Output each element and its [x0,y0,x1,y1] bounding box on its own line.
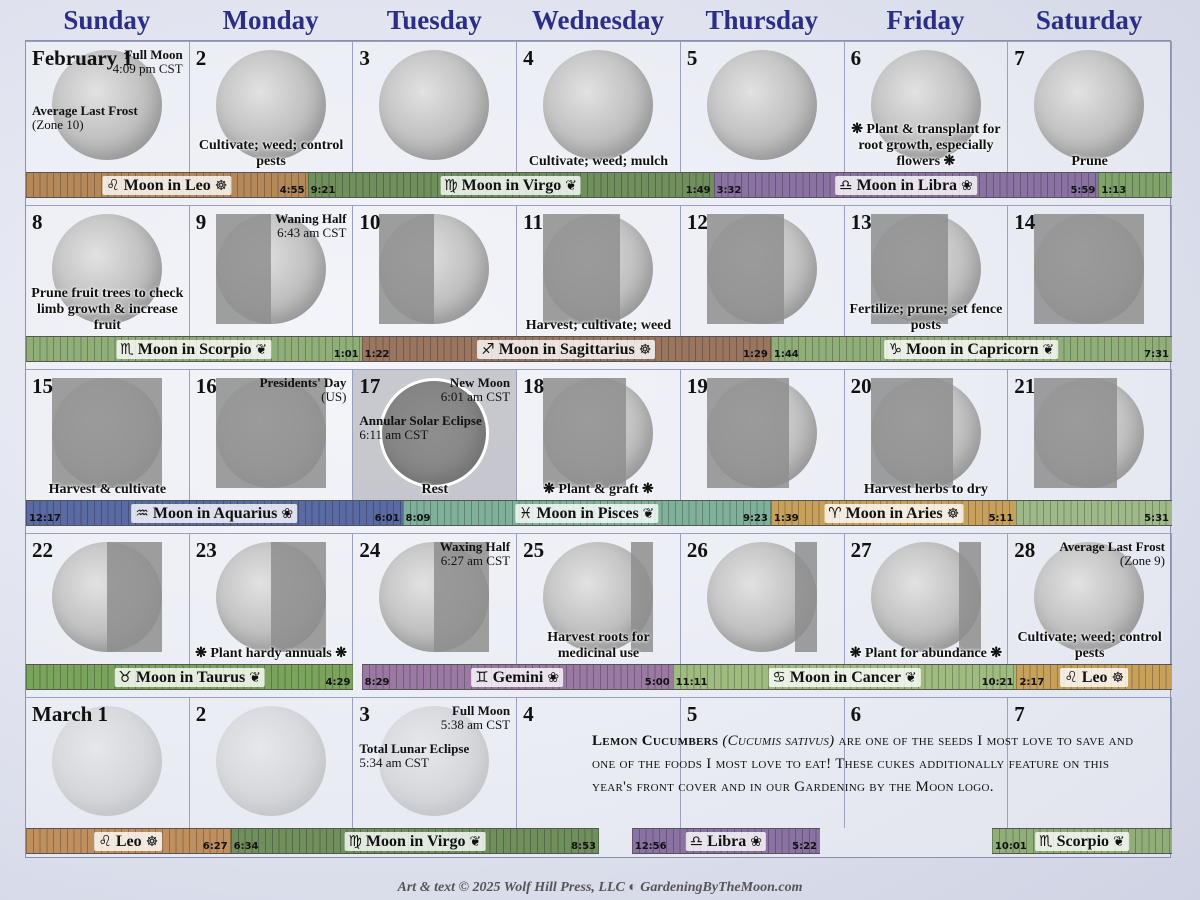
sign-name: Leo [1081,669,1108,686]
day-number: 5 [686,46,698,70]
moon-sign-label [1035,832,1129,851]
band-end-time: 5:11 [988,513,1014,524]
side-note-detail: 6:11 am CST [359,427,429,442]
moon-sign-band [362,664,673,690]
day-number: March 1 [32,702,109,726]
element-icon: ❦ [642,506,655,522]
day-number: 2 [195,46,207,70]
band-end-time: 10:21 [981,677,1014,688]
weekday-thursday: Thursday [705,5,819,35]
event-time: 5:38 am CST [440,717,511,732]
garden-advice: ❋ Plant & transplant for root growth, especially flowers ❋ [851,122,1001,169]
zodiac-icon: ♋ [772,668,786,686]
moon-sign-band [308,172,714,198]
zodiac-icon: ♏ [120,340,134,358]
band-start-time: 11:11 [675,677,708,688]
day-number: 3 [359,46,370,70]
day-number: 7 [1014,702,1025,726]
day-cell [845,205,1009,336]
weekday-friday: Friday [886,5,965,35]
band-end-time: 5:31 [1144,513,1169,524]
day-number: 4 [523,46,534,70]
day-cell [26,205,190,336]
moon-sign-band [992,828,1172,854]
element-icon: ❦ [904,670,917,686]
event-name: Full Moon [451,703,511,718]
info-title: Lemon Cucumbers [592,733,719,749]
weekday-wednesday: Wednesday [531,5,665,35]
event-name: Average Last Frost [1059,539,1165,554]
moon-sign-label [515,504,658,523]
day-cell [681,41,845,172]
day-cell [190,533,354,664]
sign-name: Moon in Scorpio [137,341,252,358]
band-start-time: 1:22 [364,349,390,360]
moon-sign-band [26,336,362,362]
day-cell [681,205,845,336]
day-number: 20 [850,374,872,398]
day-cell [517,41,681,172]
band-end-time: 5:59 [1070,185,1096,196]
moon-phase-icon [379,50,489,160]
day-number: 9 [195,210,207,234]
day-number: 3 [359,702,370,726]
moon-phase-icon [707,542,817,652]
day-cell [190,697,354,828]
garden-advice: Rest [421,482,448,497]
moon-phase-icon [379,214,489,324]
garden-advice: ❋ Plant hardy annuals ❋ [195,646,347,661]
moon-sign-band [1098,172,1172,198]
side-note-detail: 5:34 am CST [359,755,429,770]
band-end-time: 5:22 [792,841,817,852]
day-number: 24 [359,538,381,562]
event-time: 6:27 am CST [440,553,511,568]
band-end-time: 4:55 [279,185,305,196]
moon-sign-label [440,176,581,195]
day-number: 27 [850,538,872,562]
moon-phase-icon [543,50,653,160]
element-icon: ☸ [1111,670,1125,686]
element-icon: ❀ [281,506,294,522]
day-cell [353,41,517,172]
event-name: New Moon [449,375,511,390]
moon-phase-icon [216,706,326,816]
sign-name: Moon in Sagittarius [498,341,635,358]
weekday-tuesday: Tuesday [386,5,482,35]
zodiac-icon: ♈ [828,504,842,522]
day-cell [1008,533,1172,664]
day-cell [190,205,354,336]
moon-sign-label [768,668,920,687]
moon-phase-icon [871,542,981,652]
zodiac-icon: ♌ [106,176,120,194]
band-start-time: 12:56 [634,841,667,852]
zodiac-icon: ♒ [135,504,149,522]
day-number: 10 [359,210,381,234]
band-end-time: 4:29 [325,677,351,688]
zodiac-icon: ♍ [444,176,458,194]
band-end-time: 9:23 [743,513,768,524]
garden-advice: Cultivate; weed; control pests [198,138,344,169]
day-cell [845,41,1009,172]
side-note [359,414,481,442]
footer-credit: Art & text © 2025 Wolf Hill Press, LLC ◐ GardeningByTheMoon.com [397,880,803,895]
sign-name: Scorpio [1056,833,1110,850]
event-time: 4:09 pm CST [112,61,183,76]
moon-phase-icon [543,214,653,324]
element-icon: ☸ [214,178,228,194]
element-icon: ❀ [750,834,763,850]
sign-name: Moon in Libra [856,177,958,194]
day-cell [845,369,1009,500]
day-cell [26,697,190,828]
moon-sign-band [26,172,308,198]
band-start-time: 2:17 [1019,677,1045,688]
garden-advice: Fertilize; prune; set fence posts [849,302,1003,333]
band-start-time: 10:01 [994,841,1027,852]
zodiac-icon: ♐ [481,340,495,358]
day-number: 19 [686,374,708,398]
band-end-time: 6:27 [202,841,228,852]
moon-sign-band [26,500,403,526]
moon-sign-label [102,176,231,195]
moon-sign-band [632,828,820,854]
sign-name: Moon in Capricorn [906,341,1039,358]
day-number: 8 [32,210,43,234]
event-name: Waning Half [275,211,347,226]
day-number: 28 [1014,538,1036,562]
day-number: 22 [32,538,53,562]
day-number: 2 [195,702,207,726]
element-icon: ❦ [255,342,268,358]
garden-advice: Prune [1071,154,1108,169]
band-end-time: 6:01 [374,513,400,524]
band-start-time: 6:34 [233,841,259,852]
side-note [32,104,138,132]
weekday-sunday: Sunday [63,5,151,35]
day-number: February 1 [32,46,133,70]
band-end-time: 1:29 [743,349,768,360]
band-end-time: 5:00 [644,677,670,688]
sign-name: Moon in Taurus [135,669,246,686]
moon-sign-label [885,340,1059,359]
moon-event [260,376,347,404]
moon-phase-icon [707,214,817,324]
band-end-time: 1:01 [333,349,359,360]
day-cell [517,205,681,336]
moon-sign-band [1016,664,1172,690]
day-number: 18 [523,374,545,398]
moon-sign-band [714,172,1099,198]
sign-name: Moon in Cancer [789,669,901,686]
band-start-time: 1:44 [773,349,799,360]
event-time: 6:01 am CST [440,389,511,404]
event-time: (US) [321,389,347,404]
moon-event [1059,540,1165,568]
moon-sign-band [362,336,771,362]
moon-phase-icon [216,542,326,652]
day-number: 11 [523,210,543,234]
element-icon: ☸ [946,506,960,522]
moon-sign-band [403,500,771,526]
day-cell [353,205,517,336]
zodiac-icon: ♌ [98,832,112,850]
band-start-time: 3:32 [716,185,742,196]
day-cell [681,369,845,500]
garden-advice: Harvest roots for medicinal use [547,630,650,661]
day-cell [190,41,354,172]
zodiac-icon: ♏ [1039,832,1053,850]
moon-sign-band [26,664,353,690]
side-note-title: Annular Solar Eclipse [359,413,482,428]
band-end-time: 7:31 [1144,349,1169,360]
moon-phase-icon [707,378,817,488]
day-cell [353,369,517,500]
garden-advice: Harvest & cultivate [48,482,167,497]
sign-name: Moon in Virgo [461,177,562,194]
moon-sign-label [94,832,162,851]
element-icon: ❀ [547,670,560,686]
day-cell [1008,205,1172,336]
sign-name: Moon in Aries [845,505,943,522]
moon-sign-band [771,500,1017,526]
day-number: 6 [850,702,862,726]
event-name: Full Moon [124,47,183,62]
moon-sign-band [231,828,599,854]
band-start-time: 1:39 [773,513,799,524]
day-number: 17 [359,374,381,398]
moon-event [275,212,346,240]
garden-advice: ❋ Plant & graft ❋ [543,482,654,497]
moon-event [441,704,510,732]
day-number: 21 [1014,374,1036,398]
sign-name: Moon in Leo [123,177,211,194]
day-cell [517,533,681,664]
moon-sign-label [1060,668,1128,687]
moon-sign-label [686,832,766,851]
moon-event [440,540,510,568]
garden-advice: Cultivate; weed; mulch [528,154,669,169]
zodiac-icon: ♌ [1064,668,1078,686]
band-start-time: 8:29 [364,677,390,688]
moon-phase-icon [52,542,162,652]
day-cell [353,533,517,664]
moon-event [441,376,510,404]
sign-name: Moon in Pisces [536,505,639,522]
day-number: 12 [686,210,708,234]
moon-phase-icon [52,378,162,488]
band-end-time: 8:53 [571,841,596,852]
day-cell [845,533,1009,664]
band-start-time: 12:17 [29,513,61,524]
day-number: 4 [523,702,534,726]
zodiac-icon: ♓ [519,504,533,522]
sign-name: Moon in Aquarius [152,505,278,522]
sign-name: Moon in Virgo [365,833,466,850]
band-start-time: 9:21 [310,185,336,196]
day-number: 14 [1014,210,1036,234]
weekday-saturday: Saturday [1035,5,1143,35]
day-cell [1008,369,1172,500]
moon-phase-icon [707,50,817,160]
band-start-time: 8:09 [405,513,431,524]
day-number: 13 [850,210,872,234]
moon-sign-label [344,832,485,851]
element-icon: ❦ [565,178,577,194]
element-icon: ❦ [249,670,261,686]
day-number: 25 [523,538,545,562]
day-number: 26 [686,538,708,562]
day-number: 5 [686,702,698,726]
moon-event [113,48,183,76]
info-text: are one of the seeds I most love to save and one of the foods I most love to eat! These cukes additionally feature on this year's front cover and in our Gardening by the Moon logo. [592,733,1134,795]
moon-phase-icon [1034,214,1144,324]
day-cell [26,369,190,500]
moon-sign-label [824,504,963,523]
event-time: 6:43 am CST [277,225,347,240]
moon-phase-icon [1034,378,1144,488]
sign-name: Libra [707,833,747,850]
element-icon: ☸ [145,834,159,850]
element-icon: ❦ [469,834,482,850]
moon-sign-band [673,664,1017,690]
moon-sign-band [771,336,1172,362]
info-paragraph [592,730,1152,799]
moon-phase-icon [543,378,653,488]
event-time: (Zone 9) [1119,553,1165,568]
band-end-time: 1:49 [685,185,711,196]
zodiac-icon: ♍ [348,832,362,850]
weekday-monday: Monday [222,5,319,35]
day-cell [1008,41,1172,172]
day-cell [26,41,190,172]
garden-advice: Prune fruit trees to check limb growth & increase fruit [31,286,184,333]
day-number: 23 [195,538,217,562]
zodiac-icon: ♊ [475,668,489,686]
moon-sign-band [1016,500,1172,526]
sign-name: Leo [115,833,142,850]
day-number: 15 [32,374,53,398]
moon-sign-label [471,668,563,687]
garden-advice: Harvest herbs to dry [863,482,988,497]
day-cell [681,533,845,664]
zodiac-icon: ♎ [839,176,853,194]
band-start-time: 1:13 [1101,185,1127,196]
weekday-header [25,0,1171,40]
day-cell [26,533,190,664]
day-number: 6 [850,46,862,70]
day-number: 7 [1014,46,1025,70]
moon-sign-band [26,828,231,854]
side-note-title: Total Lunar Eclipse [359,741,470,756]
moon-phase-icon [871,378,981,488]
element-icon: ❦ [1113,834,1125,850]
garden-advice: Harvest; cultivate; weed [525,318,672,333]
moon-phase-icon [1034,50,1144,160]
event-name: Waxing Half [439,539,511,554]
day-number: 16 [195,374,217,398]
element-icon: ❀ [961,178,973,194]
day-cell [517,369,681,500]
garden-advice: ❋ Plant for abundance ❋ [849,646,1003,661]
element-icon: ☸ [638,342,652,358]
sign-name: Gemini [492,669,544,686]
element-icon: ❦ [1042,342,1055,358]
side-note [359,742,469,770]
zodiac-icon: ♉ [118,668,132,686]
moon-sign-label [835,176,977,195]
day-cell [353,697,517,828]
side-note-title: Average Last Frost [32,103,138,118]
moon-sign-label [116,340,271,359]
info-latin: (Cucumis sativus) [722,733,835,749]
zodiac-icon: ♎ [689,832,704,850]
moon-sign-label [477,340,655,359]
garden-advice: Cultivate; weed; control pests [1017,630,1162,661]
event-name: Presidents' Day [259,375,347,390]
zodiac-icon: ♑ [888,340,903,358]
side-note-detail: (Zone 10) [32,117,84,132]
day-cell [190,369,354,500]
moon-sign-label [114,668,265,687]
moon-sign-label [131,504,297,523]
